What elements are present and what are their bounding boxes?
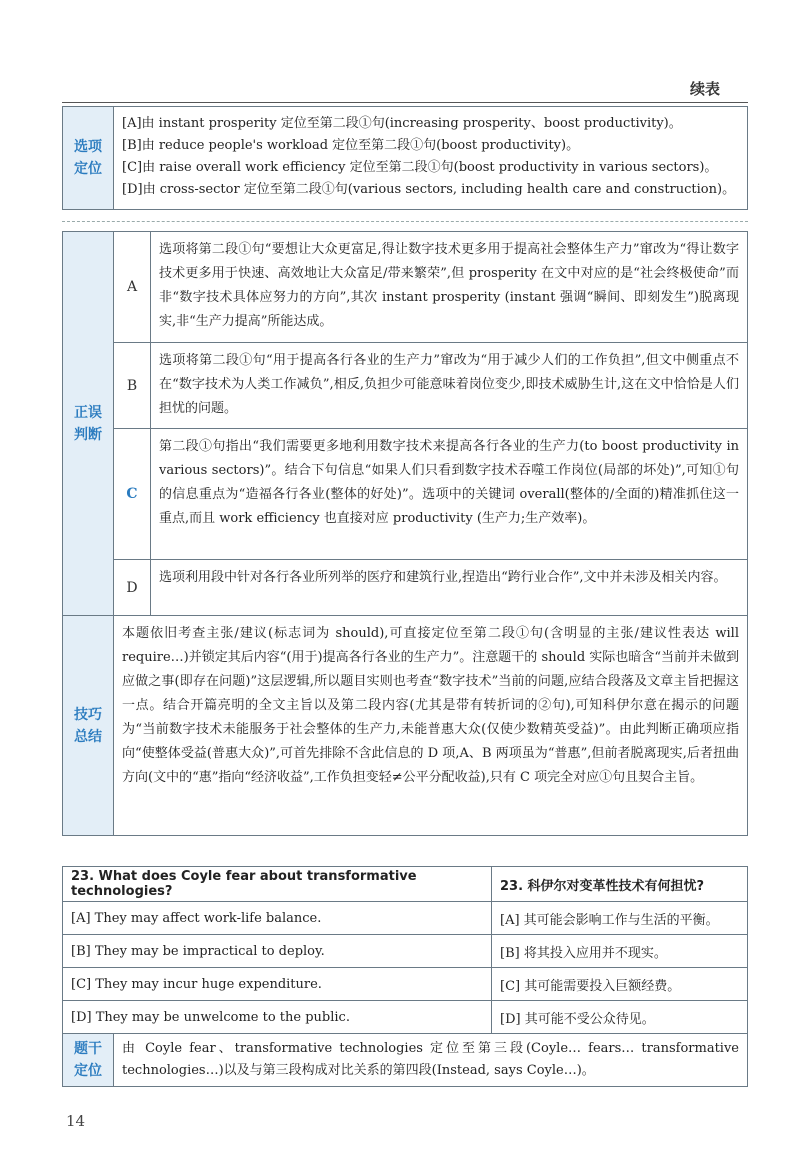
option-locate-section [62, 106, 748, 210]
judgement-text-d: 选项利用段中针对各行各业所列举的医疗和建筑行业,捏造出“跨行业合作”,文中并未涉及相关内容。 [159, 570, 727, 585]
judgement-row-c [114, 429, 747, 560]
judgement-row-d [114, 560, 747, 615]
locate-line-a: [A]由 instant prosperity 定位至第二段①句(increasing prosperity、boost productivity)。 [122, 116, 682, 131]
stem-locate-label: 题干 定位 [63, 1034, 114, 1086]
page-number: 14 [66, 1112, 86, 1130]
question-title-zh: 23. 科伊尔对变革性技术有何担忧? [500, 878, 705, 894]
judgement-label: 正误 判断 [63, 232, 114, 615]
option-letter-d: D [114, 560, 151, 615]
tips-section [62, 616, 748, 836]
option-zh-a: [A] 其可能会影响工作与生活的平衡。 [500, 912, 719, 928]
option-letter-a: A [114, 232, 151, 342]
option-en-b: [B] They may be impractical to deploy. [63, 935, 492, 967]
tips-label: 技巧 总结 [63, 616, 114, 835]
question-header-row [63, 867, 747, 902]
judgement-row-b [114, 343, 747, 429]
section-divider [62, 221, 748, 222]
option-row [63, 902, 747, 935]
judgement-text-a: 选项将第二段①句“要想让大众更富足,得让数字技术更多用于提高社会整体生产力”窜改为“得让数字技术更多用于快速、高效地让大众富足/带来繁荣”,但 prosperity 在文中对应的是“社会终极使命”而非“数字技术具体应努力的方向”,其次 instant prosperity (instant 强调“瞬间、即刻发生”)脱离现实,非“生产力提高”所能达成。 [159, 242, 739, 329]
judgement-text-c: 第二段①句指出“我们需要更多地利用数字技术来提高各行各业的生产力(to boost productivity in various sectors)”。结合下句信息“如果人们只看到数字技术吞噬工作岗位(局部的坏处)”,可知①句的信息重点为“造福各行各业(整体的好处)”。选项中的关键词 overall(整体的/全面的)精准抓住这一重点,而且 work efficiency 也直接对应 productivity (生产力;生产效率)。 [159, 439, 739, 526]
continued-label: 续表 [689, 80, 720, 98]
option-en-c: [C] They may incur huge expenditure. [63, 968, 492, 1000]
judgement-section [62, 231, 748, 616]
option-zh-b: [B] 将其投入应用并不现实。 [500, 945, 667, 961]
judgement-text-b: 选项将第二段①句“用于提高各行各业的生产力”窜改为“用于减少人们的工作负担”,但文中侧重点不在“数字技术为人类工作减负”,相反,负担少可能意味着岗位变少,即技术威胁生计,这在文中恰恰是人们担忧的问题。 [159, 353, 739, 416]
stem-locate-text: 由 Coyle fear、transformative technologies 定位至第三段(Coyle… fears… transformative technologies…)以及与第三段构成对比关系的第四段(Instead, says Coyle…)。 [122, 1041, 739, 1078]
header-rule [62, 102, 748, 103]
option-en-d: [D] They may be unwelcome to the public. [63, 1001, 492, 1033]
tips-text: 本题依旧考查主张/建议(标志词为 should),可直接定位至第二段①句(含明显的主张/建议性表达 will require…)并锁定其后内容“(用于)提高各行各业的生产力”。注意题干的 should 实际也暗含“当前并未做到应做之事(即存在问题)”这层逻辑,所以题目实则也考查“数字技术”当前的问题,应结合段落及文章主旨把握这一点。结合开篇亮明的全文主旨以及第二段内容(尤其是带有转折词的②句),可知科伊尔意在揭示的问题为“当前数字技术未能服务于社会整体的生产力,未能普惠大众(仅使少数精英受益)”。由此判断正确项应指向“使整体受益(普惠大众)”,可首先排除不含此信息的 D 项,A、B 两项虽为“普惠”,但前者脱离现实,后者扭曲方向(文中的“惠”指向“经济收益”,工作负担变轻≠公平分配收益),只有 C 项完全对应①句且契合主旨。 [122, 626, 739, 785]
option-letter-b: B [114, 343, 151, 428]
option-locate-label: 选项 定位 [63, 107, 114, 209]
option-row [63, 1001, 747, 1034]
stem-locate-row [63, 1034, 747, 1086]
option-zh-c: [C] 其可能需要投入巨额经费。 [500, 978, 681, 994]
question-title-en: 23. What does Coyle fear about transformative technologies? [63, 867, 492, 901]
locate-line-c: [C]由 raise overall work efficiency 定位至第二段①句(boost productivity in various sectors)。 [122, 160, 718, 175]
option-letter-c: C [114, 429, 151, 559]
option-zh-d: [D] 其可能不受公众待见。 [500, 1011, 655, 1027]
locate-line-d: [D]由 cross-sector 定位至第二段①句(various sectors, including health care and construction)。 [122, 182, 736, 197]
judgement-row-a [114, 232, 747, 343]
option-row [63, 935, 747, 968]
question-table [62, 866, 748, 1087]
locate-line-b: [B]由 reduce people's workload 定位至第二段①句(boost productivity)。 [122, 138, 580, 153]
option-en-a: [A] They may affect work-life balance. [63, 902, 492, 934]
option-row [63, 968, 747, 1001]
